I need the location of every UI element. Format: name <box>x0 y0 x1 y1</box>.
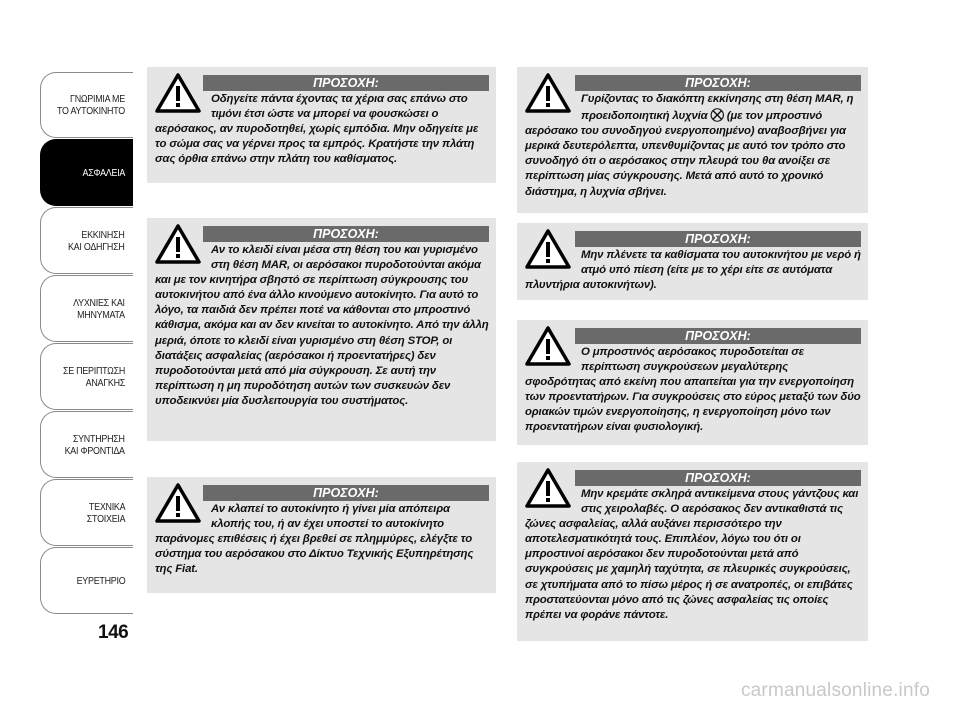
tab-maintenance[interactable] <box>40 411 133 478</box>
airbag-off-icon: ⛒ <box>710 107 724 123</box>
warning-heading: ΠΡΟΣΟΧΗ: <box>575 470 861 486</box>
tab-index[interactable] <box>40 547 133 614</box>
tab-intro-label: ΓΝΩΡΙΜΙΑ ΜΕ ΤΟ ΑΥΤΟΚΙΝΗΤΟ <box>57 93 125 117</box>
page-number: 146 <box>98 622 129 643</box>
tab-technical-data[interactable] <box>40 479 133 546</box>
warning-heading: ΠΡΟΣΟΧΗ: <box>575 231 861 247</box>
tab-emergency-label: ΣΕ ΠΕΡΙΠΤΩΣΗ ΑΝΑΓΚΗΣ <box>62 364 125 389</box>
warning-text <box>525 92 862 200</box>
warning-box-front-airbag-deploy <box>517 320 868 445</box>
warning-text: Αν κλαπεί το αυτοκίνητο ή γίνει μία απόπειρα κλοπής του, ή αν έχει υποστεί το αυτοκίνητο παράνομες επιθέσεις ή έχει βρεθεί σε πλημμύρες, ελέγξτε το σύστημα του αερόσακου στο Δίκτυο Τεχνικής Εξυπηρέτησης της Fiat. <box>155 503 474 576</box>
tab-intro[interactable] <box>40 72 133 138</box>
warning-box-seatbelts <box>517 462 868 641</box>
warning-box-key-mar-position <box>147 218 496 441</box>
warning-heading: ΠΡΟΣΟΧΗ: <box>203 75 489 91</box>
tab-safety-label: ΑΣΦΑΛΕΙΑ <box>82 166 125 179</box>
warning-heading: ΠΡΟΣΟΧΗ: <box>203 485 489 501</box>
tab-warning-lights[interactable] <box>40 275 133 342</box>
tab-starting-driving-label: ΕΚΚΙΝΗΣΗ ΚΑΙ ΟΔΗΓΗΣΗ <box>68 228 125 253</box>
tab-starting-driving[interactable] <box>40 207 133 274</box>
warning-box-hands-on-wheel <box>147 67 496 183</box>
tab-technical-data-label: ΤΕΧΝΙΚΑ ΣΤΟΙΧΕΙΑ <box>86 500 125 525</box>
tab-emergency[interactable] <box>40 343 133 410</box>
warning-text: Μην πλένετε τα καθίσματα του αυτοκινήτου με νερό ή ατμό υπό πίεση (είτε με το χέρι είτε σε αυτόματα πλυντήρια αυτοκινήτων). <box>525 249 861 292</box>
warning-heading: ΠΡΟΣΟΧΗ: <box>203 226 489 242</box>
tab-warning-lights-label: ΛΥΧΝΙΕΣ ΚΑΙ ΜΗΝΥΜΑΤΑ <box>73 296 125 321</box>
warning-text: Αν το κλειδί είναι μέσα στη θέση του και γυρισμένο στη θέση MAR, οι αερόσακοι πυροδοτούνται ακόμα και με τον κινητήρα σβηστό σε περίπτωση σύγκρουσης του αυτοκινήτου από ένα άλλο κινούμενο αυτοκίνητο. Για αυτό το λόγο, τα παιδιά δεν πρέπει ποτέ να κάθονται στο μπροστινό κάθισμα, ακόμα και αν δεν κινείται το αυτοκίνητο. Από την άλλη μεριά, όποτε το κλειδί είναι γυρισμένο στη θέση STOP, οι διατάξεις ασφαλείας (αερόσακοι ή προεντατήρες) δεν πυροδοτούνται μετά από μία σύγκρουση. Σε αυτή την περίπτωση η μη πυροδότηση αυτών των συσκευών δεν υποδεικνύει μία δυσλειτουργία του συστήματος. <box>155 244 489 407</box>
warning-heading: ΠΡΟΣΟΧΗ: <box>575 328 861 344</box>
tab-safety[interactable] <box>40 139 133 206</box>
warning-box-seat-washing <box>517 223 868 300</box>
warning-text: Οδηγείτε πάντα έχοντας τα χέρια σας επάνω στο τιμόνι έτσι ώστε να μπορεί να φουσκώσει ο αερόσακος, αν πυροδοτηθεί, χωρίς εμπόδια. Μην οδηγείτε με το σώμα σας να γέρνει προς τα εμπρός. Κρατήστε την πλάτη σας όρθια επάνω στην πλάτη του καθίσματος. <box>155 93 479 166</box>
warning-heading: ΠΡΟΣΟΧΗ: <box>575 75 861 91</box>
warning-text: Μην κρεμάτε σκληρά αντικείμενα στους γάντζους και στις χειρολαβές. Ο αερόσακος δεν αντικαθιστά τις ζώνες ασφαλείας, αλλά αυξάνει περισσότερο την αποτελεσματικότητά τους. Επιπλέον, λόγω του ότι οι μπροστινοί αερόσακοι δεν πυροδοτούνται μετά από συγκρούσεις με χαμηλή ταχύτητα, σε πλευρικές συγκρούσεις, σε χτυπήματα από το πίσω μέρος ή σε ανατροπές, οι επιβάτες προστατεύονται μόνο από τις ζώνες ασφαλείας τις οποίες πρέπει να φοράνε πάντοτε. <box>525 488 859 621</box>
watermark: carmanualsonline.info <box>740 680 930 701</box>
tab-index-label: ΕΥΡΕΤΗΡΙΟ <box>76 574 125 587</box>
warning-box-theft <box>147 477 496 593</box>
tab-maintenance-label: ΣΥΝΤΗΡΗΣΗ ΚΑΙ ΦΡΟΝΤΙΔΑ <box>64 432 125 457</box>
warning-text: Ο μπροστινός αερόσακος πυροδοτείται σε περίπτωση συγκρούσεων μεγαλύτερης σφοδρότητας από εκείνη που απαιτείται για την ενεργοποίηση των προεντατήρων. Για συγκρούσεις στο εύρος μεταξύ των δύο οριακών τιμών ενεργοποίησης, η ενεργοποίηση μόνο των προεντατήρων είναι φυσιολογική. <box>525 346 861 434</box>
warning-box-airbag-light <box>517 67 868 213</box>
warning-text-after: (με τον μπροστινό αερόσακο του συνοδηγού ενεργοποιημένο) αναβοσβήνει για μερικά δευτερόλεπτα, υπενθυμίζοντας με αυτό τον τρόπο στο συνοδηγό ότι ο αερόσακος στην πλευρά του θα ανοίξει σε περίπτωση μίας σύγκρουσης. Μετά από αυτό το χρονικό διάστημα, η λυχνία σβήνει. <box>525 110 846 198</box>
warning-text-before: Γυρίζοντας το διακόπτη εκκίνησης στη θέση MAR, η προειδοποιητική λυχνία <box>581 93 854 123</box>
